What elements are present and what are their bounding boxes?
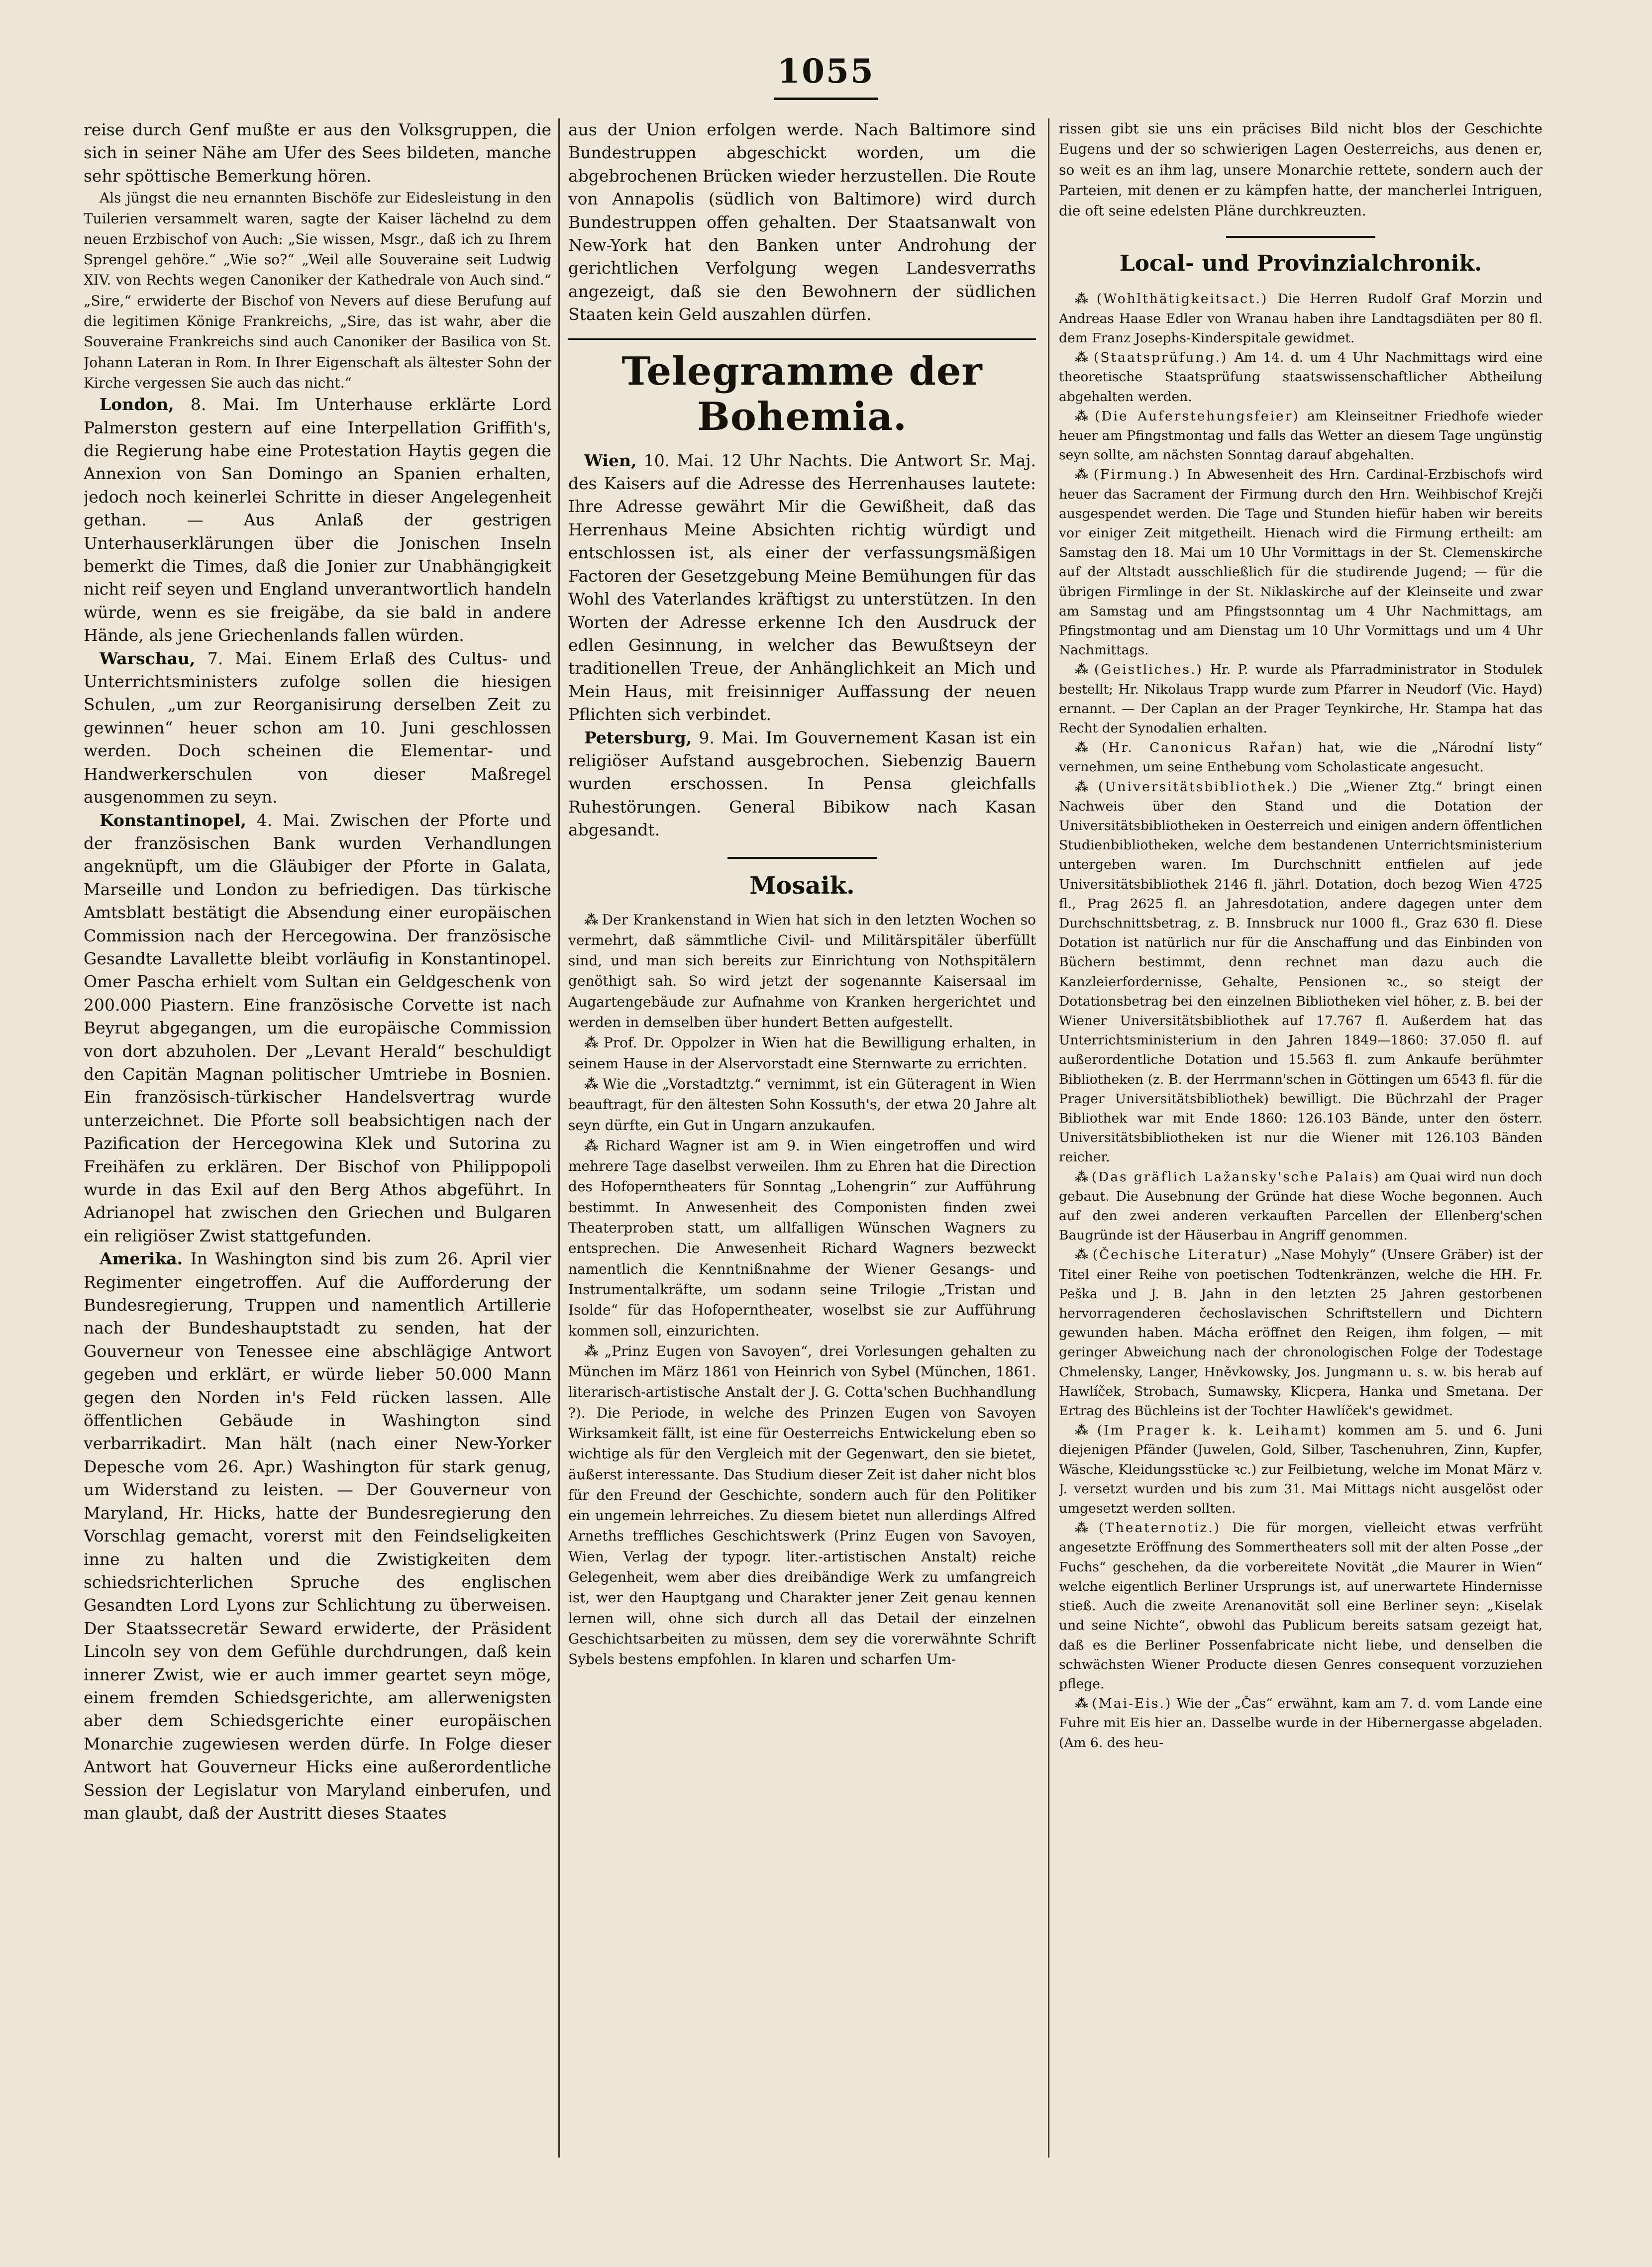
telegram-petersburg — [568, 726, 1036, 842]
asterism-icon: ⁂ — [1075, 408, 1092, 424]
text-konstantinopel: 4. Mai. Zwischen der Pforte und der französischen Bank wurden Verhandlungen angeknüpft, um die Gläubiger der Pforte in Galata, Marseille und London zu befriedigen. Das türkische Amtsblatt bestätigt die Absendung einer europäischen Commission nach der Hercegowina. Der französische Gesandte Lavallette bleibt vorläufig in Konstantinopel. Omer Pascha erhielt vom Sultan ein Geldgeschenk von 200.000 Piastern. Eine französische Corvette ist nach Beyrut abgegangen, um die europäische Commission von dort abzuholen. Der „Levant Herald“ beschuldigt den Capitän Magnan politischer Umtriebe in Bosnien. Ein französisch-türkischer Handelsvertrag wurde unterzeichnet. Die Pforte soll beabsichtigen nach der Pazification der Hercegowina Klek und Sutorina zu Freihäfen zu erklären. Der Bischof von Philippopoli wurde in das Exil auf den Berg Athos abgeführt. In Adrianopel hat zwischen den Griechen und Bulgaren ein religiöser Zwist stattgefunden. — [84, 810, 551, 1245]
local-item-tag: (Mai-Eis.) — [1092, 1696, 1172, 1712]
section-rule-short — [727, 857, 877, 859]
local-item-tag: (Das gräflich Lažansky'sche Palais) — [1091, 1169, 1380, 1185]
mosaik-item: ⁂ „Prinz Eugen von Savoyen“, drei Vorlesungen gehalten zu München im März 1861 von Heinrich von Sybel (München, 1861. literarisch-artistische Anstalt der J. G. Cotta'schen Buchhandlung ?). Die Periode, in welche des Prinzen Eugen von Savoyen Wirksamkeit fällt, ist eine für Oesterreichs Entwickelung eben so wichtige als für den Vergleich mit der Gegenwart, den sie bietet, äußerst interessante. Das Studium dieser Zeit ist daher nicht blos für den Freund der Geschichte, sondern auch für den Politiker ein ungemein lehrreiches. Zu diesem bietet nun allerdings Alfred Arneths treffliches Geschichtswerk (Prinz Eugen von Savoyen, Wien, Verlag der typogr. liter.-artistischen Anstalt) reiche Gelegenheit, wem aber dies dreibändige Werk zu umfangreich ist, wer den Hauptgang und Charakter jener Zeit genau kennen lernen will, ohne sich durch all das Detail der einzelnen Geschichtsarbeiten zu müssen, dem sey die vorerwähnte Schrift Sybels bestens empfohlen. In klaren und scharfen Um- — [568, 1342, 1036, 1668]
local-item: ⁂ (Die Auferstehungsfeier) am Kleinseitner Friedhofe wieder heuer am Pfingstmontag und falls das Wetter an diesem Tage ungünstig seyn sollte, am nächsten Sonntag darauf abgehalten. — [1059, 408, 1543, 463]
local-item: ⁂ (Mai-Eis.) Wie der „Čas“ erwähnt, kam am 7. d. vom Lande eine Fuhre mit Eis hier an. Dasselbe wurde in der Hibernergasse abgeladen. (Am 6. des heu- — [1059, 1696, 1543, 1751]
asterism-icon: ⁂ — [1075, 1169, 1089, 1185]
local-item-tag: (Čechische Literatur) — [1092, 1247, 1269, 1263]
local-item: ⁂ (Universitätsbibliothek.) Die „Wiener Ztg.“ bringt einen Nachweis über den Stand und die Dotation der Universitätsbibliotheken in Oesterreich und einigen andern öffentlichen Studienbibliotheken, welche dem bestandenen Unterrichtsministerium untergeben waren. Im Durchschnitt entfielen auf jede Universitätsbibliothek 2146 fl. jährl. Dotation, doch bezog Wien 4725 fl., Prag 2625 fl. an Jahresdotation, andere dagegen unter dem Durchschnittsbetrag, z. B. Innsbruck nur 1000 fl., Graz 630 fl. Diese Dotation ist natürlich nur für die Anschaffung und das Einbinden von Büchern bestimmt, denn rechnet man dazu auch die Kanzleierfordernisse, Gehalte, Pensionen ꝛc., so steigt der Dotationsbetrag bei den einzelnen Bibliotheken viel höher, z. B. bei der Wiener Universitätsbibliothek auf 17.767 fl. Außerdem hat das Unterrichtsministerium in den Jahren 1849—1860: 37.050 fl. auf außerordentliche Dotation und 15.563 fl. zum Ankaufe berühmter Bibliotheken (z. B. der Herrmann'schen in Göttingen um 6543 fl. für die Prager Universitätsbibliothek) bewilligt. Die Büchrzahl der Prager Bibliothek war mit Ende 1860: 126.103 Bände, unter den österr. Universitätsbibliotheken ist nur die Wiener mit 126.103 Bänden reicher. — [1059, 779, 1543, 1165]
page-number: 1055 — [777, 52, 875, 91]
dateline-wien: Wien, — [584, 450, 637, 470]
asterism-icon: ⁂ — [584, 1075, 600, 1092]
asterism-icon: ⁂ — [1075, 1520, 1096, 1536]
mosaik-item: ⁂ Richard Wagner ist am 9. in Wien eingetroffen und wird mehrere Tage daselbst verweilen. Ihm zu Ehren hat die Direction des Hofoperntheaters für Sonntag „Lohengrin“ zur Aufführung bestimmt. In Anwesenheit des Componisten finden zwei Theaterproben statt, um allfalligen Wünschen Wagners zu entsprechen. Die Anwesenheit Richard Wagners bezweckt namentlich die Kenntnißnahme der Wiener Gesangs- und Instrumentalkräfte, um sodann seine Trilogie „Tristan und Isolde“ für das Hofoperntheater, woselbst sie zur Aufführung kommen soll, einzurichten. — [568, 1137, 1036, 1339]
text-petersburg: 9. Mai. Im Gouvernement Kasan ist ein religiöser Aufstand ausgebrochen. Siebenzig Bauern wurden erschossen. In Pensa gleichfalls Ruhestörungen. General Bibikow nach Kasan abgesandt. — [568, 727, 1036, 840]
article-continuation-amerika: aus der Union erfolgen werde. Nach Baltimore sind Bundestruppen abgeschickt worden, um die abgebrochenen Brücken wieder herzustellen. Die Route von Annapolis (südlich von Baltimore) wird durch Bundestruppen offen gehalten. Der Staatsanwalt von New-York hat den Banken unter Androhung der gerichtlichen Verfolgung wegen Landesverraths angezeigt, daß sie den Bewohnern der südlichen Staaten kein Geld auszahlen dürfen. — [568, 120, 1036, 324]
local-item: ⁂ (Firmung.) In Abwesenheit des Hrn. Cardinal-Erzbischofs wird heuer das Sacrament der Firmung durch den Hrn. Weihbischof Krejči ausgespendet werden. Die Tage und Stunden hiefür haben wir bereits vor einiger Zeit mitgetheilt. Hienach wird die Firmung ertheilt: am Samstag den 18. Mai um 10 Uhr Vormittags in der St. Clemenskirche auf der Altstadt ausschließlich für die studirende Jugend; — für die übrigen Firmlinge in der St. Niklaskirche auf der Kleinseite und zwar am Samstag und am Pfingstsonntag um 4 Uhr Nachmittags, am Pfingstmontag und am Dienstag um 10 Uhr Vormittags und um 4 Uhr Nachmittags. — [1059, 467, 1543, 658]
column-1 — [84, 118, 551, 2167]
dateline-konstantinopel: Konstantinopel, — [100, 810, 247, 830]
text-wien: 10. Mai. 12 Uhr Nachts. Die Antwort Sr. Maj. des Kaisers auf die Adresse des Herrenhauses lautete: Ihre Adresse gewährt Mir die Gewißheit, daß das Herrenhaus Meine Absichten richtig würdigt und entschlossen ist, als einer der verfassungsmäßigen Factoren der Gesetzgebung Meine Bemühungen für das Wohl des Vaterlandes kräftigst zu unterstützen. In den Worten der Adresse erkenne Ich den Ausdruck der edlen Gesinnung, in welcher das Bewußtseyn der traditionellen Treue, der Anhänglichkeit an Mich und Mein Haus, mit freisinniger Auffassung der neuen Pflichten sich verbindet. — [568, 450, 1036, 724]
heading-local-chronik: Local- und Provinzialchronik. — [1119, 251, 1482, 277]
article-konstantinopel — [84, 809, 551, 1248]
local-item: ⁂ (Čechische Literatur) „Nase Mohyly“ (Unsere Gräber) ist der Titel einer Reihe von poetischen Todtenkränzen, welche die HH. Fr. Peška und J. B. Jahn in den letzten 25 Jahren gestorbenen hervorragenderen čechoslavischen Schriftstellern und Dichtern gewunden haben. Mácha eröffnet den Reigen, ihm folgen, — mit geringer Abweichung nach der chronologischen Folge der Todestage Chmelensky, Langer, Hněvkowsky, Jos. Jungmann u. s. w. bis herab auf Hawlíček, Strobach, Sumawsky, Klicpera, Hanka und Smetana. Der Ertrag des Büchleins ist der Tochter Hawlíček's gewidmet. — [1059, 1247, 1543, 1419]
column-divider-1 — [558, 118, 560, 2158]
local-item: ⁂ (Geistliches.) Hr. P. wurde als Pfarradministrator in Stodulek bestellt; Hr. Nikolaus Trapp wurde zum Pfarrer in Neudorf (Vic. Hayd) ernannt. — Der Caplan an der Prager Teynkirche, Hr. Stampa hat das Recht der Synodalien erhalten. — [1059, 662, 1543, 736]
asterism-icon: ⁂ — [584, 1034, 601, 1051]
heading-mosaik: Mosaik. — [749, 871, 855, 900]
local-item-tag: (Hr. Canonicus Rařan) — [1102, 740, 1304, 756]
dateline-warschau: Warschau, — [100, 648, 196, 668]
local-item: ⁂ (Das gräflich Lažansky'sche Palais) am Quai wird nun doch gebaut. Die Ausebnung der Gründe hat diese Woche begonnen. Auch auf den zwei anderen verkauften Parcellen der Ellenberg'schen Baugründe ist der Häuserbau in Angriff genommen. — [1059, 1169, 1543, 1243]
asterism-icon: ⁂ — [1075, 1696, 1089, 1712]
asterism-icon: ⁂ — [1075, 350, 1091, 366]
text-london: 8. Mai. Im Unterhause erklärte Lord Palmerston gestern auf eine Interpellation Griffith's, die Regierung habe eine Protestation Haytis gegen die Annexion von San Domingo an Spanien erhalten, jedoch noch keinerlei Schritte in dieser Angelegenheit gethan. — Aus Anlaß der gestrigen Unterhauserklärungen über die Jonischen Inseln bemerkt die Times, daß die Jonier zur Unabhängigkeit nicht reif seyen und England unverantwortlich handeln würde, wenn es sie freigäbe, da sie bald in andere Hände, als jene Griechenlands fallen würden. — [84, 395, 551, 645]
local-item-tag: (Theaternotiz.) — [1098, 1520, 1221, 1536]
mosaik-item: ⁂ Wie die „Vorstadtztg.“ vernimmt, ist ein Güteragent in Wien beauftragt, für den ältesten Sohn Kossuth's, der etwa 20 Jahre alt seyn dürfte, ein Gut in Ungarn anzukaufen. — [568, 1075, 1036, 1134]
asterism-icon: ⁂ — [584, 911, 599, 928]
text-amerika: In Washington sind bis zum 26. April vier Regimenter eingetroffen. Auf die Aufforderung der Bundesregierung, Truppen und namentlich Artillerie nach der Bundeshauptstadt zu senden, hat der Gouverneur von Tenessee eine abschlägige Antwort gegeben und erklärt, er würde lieber 50.000 Mann gegen den Norden in's Feld rücken lassen. Alle öffentlichen Gebäude in Washington sind verbarrikadirt. Man hält (nach einer New-Yorker Depesche vom 26. Apr.) Washington für stark genug, um Widerstand zu leisten. — Der Gouverneur von Maryland, Hr. Hicks, hatte der Bundesregierung den Vorschlag gemacht, vorerst mit den Feindseligkeiten inne zu halten und die Zwistigkeiten dem schiedsrichterlichen Spruche des englischen Gesandten Lord Lyons zur Schlichtung zu überweisen. Der Staatssecretär Seward erwiderte, der Präsident Lincoln sey von dem Gefühle durchdrungen, daß kein innerer Zwist, wie er auch immer geartet seyn möge, einem fremden Schiedsgerichte, am allerwenigsten aber dem Schiedsgerichte einer europäischen Monarchie zugewiesen werden dürfe. In Folge dieser Antwort hat Gouverneur Hicks eine außerordentliche Session der Legislatur von Maryland einberufen, und man glaubt, daß der Austritt dieses Staates — [84, 1249, 551, 1823]
asterism-icon: ⁂ — [1075, 1423, 1094, 1439]
local-item: ⁂ (Theaternotiz.) Die für morgen, vielleicht etwas verfrüht angesetzte Eröffnung des Sommertheaters soll mit der alten Posse „der Fuchs“ geschehen, da die vorbereitete Novität „die Maurer in Wien“ welche eigentlich Berliner Ursprungs ist, auf unerwartete Hindernisse stieß. Auch die zweite Arenanovität soll eine Berliner seyn: „Kiselak und seine Nichte“, obwohl das Publicum bereits satsam gezeigt hat, daß es die Berliner Possenfabricate nicht liebe, und denselben die schwächsten Wiener Producte diesen Genres consequent vorzuziehen pflege. — [1059, 1520, 1543, 1692]
local-item-tag: (Firmung.) — [1093, 467, 1181, 483]
telegram-wien — [568, 449, 1036, 726]
article-bishops: Als jüngst die neu ernannten Bischöfe zur Eidesleistung in den Tuilerien versammelt waren, sagte der Kaiser lächelnd zu dem neuen Erzbischof von Auch: „Sie wissen, Msgr., daß ich zu Ihrem Sprengel gehöre.“ „Wie so?“ „Weil alle Souveraine seit Ludwig XIV. von Rechts wegen Canoniker der Kathedrale von Auch sind.“ „Sire,“ erwiderte der Bischof von Nevers auf diese Berufung auf die legitimen Könige Frankreichs, „Sire, das ist wahr, aber die Souveraine Frankreichs sind auch Canoniker der Basilica von St. Johann Lateran in Rom. In Ihrer Eigenschaft als ältester Sohn der Kirche vergessen Sie auch das nicht.“ — [84, 190, 551, 391]
heading-telegramme: Telegramme der Bohemia. — [621, 348, 983, 439]
article-amerika — [84, 1247, 551, 1825]
local-item-tag: (Geistliches.) — [1094, 662, 1203, 678]
asterism-icon: ⁂ — [1075, 467, 1091, 483]
dateline-london: London, — [100, 395, 174, 414]
page-number-rule — [774, 98, 878, 100]
article-continuation-mosaik: rissen gibt sie uns ein präcises Bild nicht blos der Geschichte Eugens und der so schwierigen Lagen Oesterreichs, aus denen er, so weit es an ihm lag, unsere Monarchie rettete, sondern auch der Parteien, mit denen er zu kämpfen hatte, der mancherlei Intriguen, die oft seine edelsten Pläne durchkreuzten. — [1059, 120, 1543, 219]
asterism-icon: ⁂ — [1075, 740, 1099, 756]
dateline-petersburg: Petersburg, — [584, 727, 692, 747]
column-divider-2 — [1048, 118, 1049, 2158]
section-rule — [568, 338, 1036, 340]
local-item-tag: (Die Auferstehungsfeier) — [1094, 408, 1300, 424]
local-item: ⁂ (Im Prager k. k. Leihamt) kommen am 5. und 6. Juni diejenigen Pfänder (Juwelen, Gold, Silber, Taschenuhren, Zinn, Kupfer, Wäsche, Kleidungsstücke ꝛc.) zur Feilbietung, welche im Monat März v. J. versetzt wurden und bis zum 31. Mai Mittags nicht ausgelöst oder umgesetzt werden sollten. — [1059, 1423, 1543, 1517]
asterism-icon: ⁂ — [584, 1137, 603, 1154]
local-item-tag: (Wohlthätigkeitsact.) — [1096, 291, 1268, 307]
asterism-icon: ⁂ — [1075, 291, 1094, 307]
article-continuation: reise durch Genf mußte er aus den Volksgruppen, die sich in seiner Nähe am Ufer des Sees bildeten, manche sehr spöttische Bemerkung hören. — [84, 120, 551, 186]
section-rule-short — [1226, 236, 1375, 238]
column-3 — [1059, 118, 1543, 2167]
column-2 — [568, 118, 1036, 2167]
article-warschau — [84, 647, 551, 809]
dateline-amerika: Amerika. — [100, 1249, 183, 1269]
article-london — [84, 393, 551, 647]
mosaik-item: ⁂ Prof. Dr. Oppolzer in Wien hat die Bewilligung erhalten, in seinem Hause in der Alservorstadt eine Sternwarte zu errichten. — [568, 1034, 1036, 1072]
local-item-tag: (Im Prager k. k. Leihamt) — [1097, 1423, 1328, 1439]
mosaik-item: ⁂ Der Krankenstand in Wien hat sich in den letzten Wochen so vermehrt, daß sämmtliche Civil- und Militärspitäler überfüllt sind, und man sich bereits zur Einrichtung von Nothspitälern genöthigt sah. So wird jetzt der sogenannte Kaisersaal im Augartengebäude zur Aufnahme von Kranken hergerichtet und werden in demselben über hundert Betten aufgestellt. — [568, 911, 1036, 1031]
asterism-icon: ⁂ — [1075, 662, 1091, 678]
asterism-icon: ⁂ — [1075, 1247, 1090, 1263]
local-item: ⁂ (Staatsprüfung.) Am 14. d. um 4 Uhr Nachmittags wird eine theoretische Staatsprüfung staatswissenschaftlicher Abtheilung abgehalten werden. — [1059, 350, 1543, 405]
local-item-tag: (Staatsprüfung.) — [1094, 350, 1228, 366]
local-item: ⁂ (Wohlthätigkeitsact.) Die Herren Rudolf Graf Morzin und Andreas Haase Edler von Wranau haben ihre Landtagsdiäten per 80 fl. dem Franz Josephs-Kinderspitale gewidmet. — [1059, 291, 1543, 346]
asterism-icon: ⁂ — [1075, 779, 1095, 795]
local-item: ⁂ (Hr. Canonicus Rařan) hat, wie die „Národní listy“ vernehmen, um seine Enthebung vom Scholasticate angesucht. — [1059, 740, 1543, 775]
asterism-icon: ⁂ — [584, 1342, 602, 1359]
text-warschau: 7. Mai. Einem Erlaß des Cultus- und Unterrichtsministers zufolge sollen die hiesigen Schulen, „um zur Reorganisirung derselben Zeit zu gewinnen“ heuer schon am 10. Juni geschlossen werden. Doch scheinen die Elementar- und Handwerkerschulen von dieser Maßregel ausgenommen zu seyn. — [84, 648, 551, 807]
local-item-tag: (Universitätsbibliothek.) — [1098, 779, 1299, 795]
